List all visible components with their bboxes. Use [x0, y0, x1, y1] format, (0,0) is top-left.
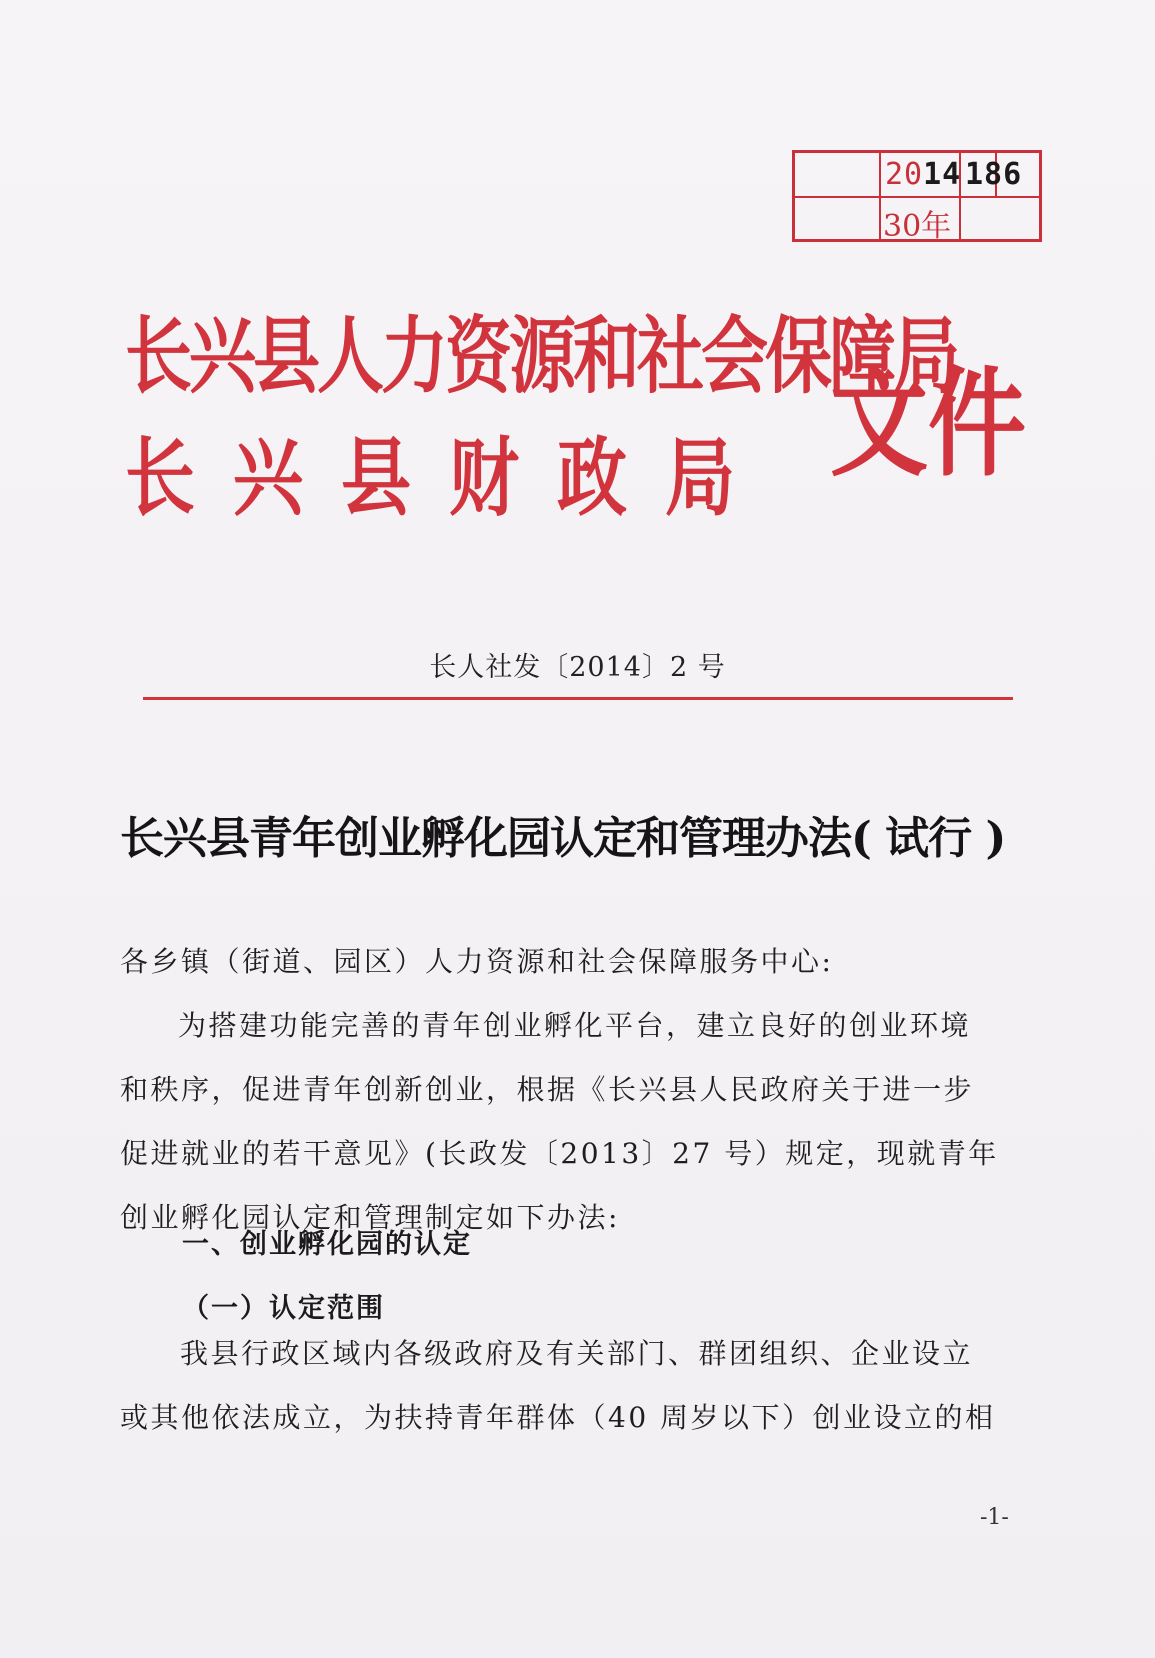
stamp-divider [795, 196, 1039, 198]
stamp-serial: 186 [965, 157, 1023, 192]
page-number: -1- [980, 1505, 1009, 1530]
document-title: 长兴县青年创业孵化园认定和管理办法( 试行 ) [120, 813, 1006, 864]
stamp-year-suffix: 14 [923, 157, 962, 192]
section-heading: 一、创业孵化园的认定 [182, 1229, 472, 1260]
intro-line: 和秩序，促进青年创新创业，根据《长兴县人民政府关于进一步 [120, 1073, 975, 1106]
scope-line: 我县行政区域内各级政府及有关部门、群团组织、企业设立 [180, 1337, 974, 1370]
scope-line: 或其他依法成立，为扶持青年群体（40 周岁以下）创业设立的相 [120, 1401, 996, 1434]
issuer-line-1: 长兴县人力资源和社会保障局 [125, 306, 957, 405]
document-number: 长人社发〔2014〕2 号 [429, 652, 726, 683]
intro-line: 为搭建功能完善的青年创业孵化平台，建立良好的创业环境 [178, 1009, 972, 1042]
stamp-year [885, 157, 961, 192]
stamp-divider [879, 153, 881, 239]
issuer-line-2: 长兴县财政局 [125, 427, 773, 529]
issuer-document-suffix: 文件 [830, 355, 1027, 494]
addressee: 各乡镇（街道、园区）人力资源和社会保障服务中心: [120, 945, 834, 978]
subsection-heading: （一）认定范围 [182, 1293, 385, 1324]
header-red-rule [143, 697, 1013, 700]
intro-line: 促进就业的若干意见》(长政发〔2013〕27 号）规定，现就青年 [120, 1137, 999, 1170]
intro-line: 创业孵化园认定和管理制定如下办法: [120, 1201, 620, 1234]
stamp-retention: 30年 [883, 209, 952, 244]
registration-stamp [792, 150, 1042, 242]
stamp-year-prefix: 20 [885, 157, 924, 192]
